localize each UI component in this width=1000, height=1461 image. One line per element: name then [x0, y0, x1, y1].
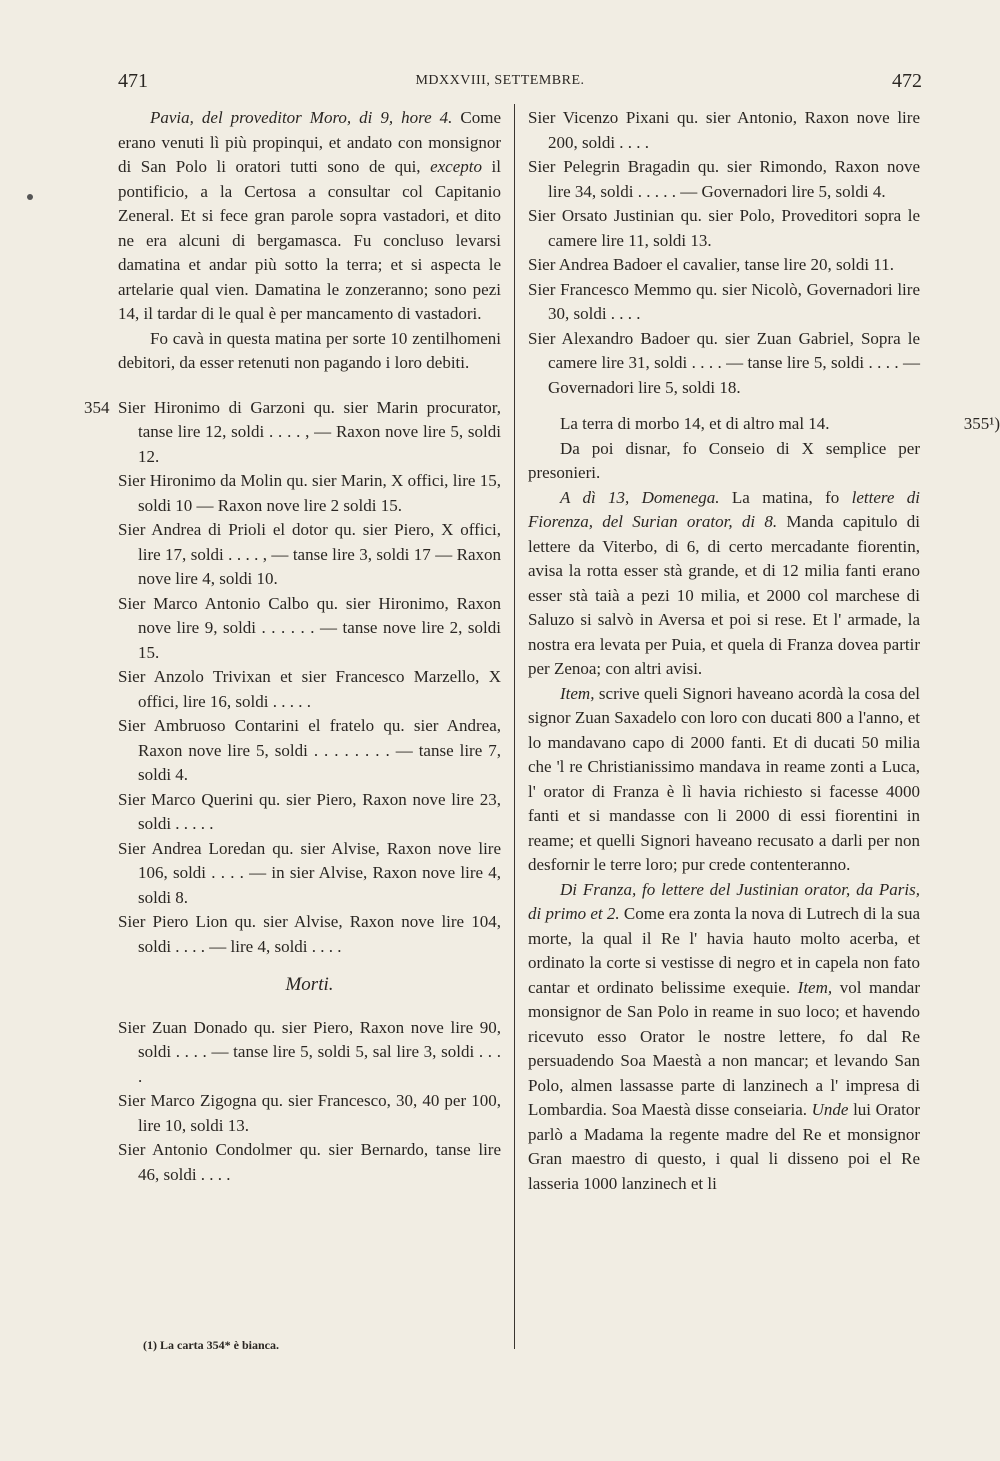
entry: Sier Andrea di Prioli el dotor qu. sier Piero, X offici, lire 17, soldi . . . . , — tanse lire 3, soldi 17 — Raxon nove lire 4, soldi 10. — [118, 520, 501, 588]
entry: Sier Andrea Loredan qu. sier Alvise, Raxon nove lire 106, soldi . . . . — in sier Alvise, Raxon nove lire 4, soldi 8. — [118, 838, 501, 907]
entry: Sier Marco Antonio Calbo qu. sier Hironimo, Raxon nove lire 9, soldi . . . . . . — tanse nove lire 2, soldi 15. — [118, 593, 501, 662]
italic-word: Unde — [811, 1100, 849, 1119]
italic-lead: A dì 13, Domenega. — [560, 487, 720, 507]
italic-phrase: lettere di Fiorenza, del Surian orator, di 8. — [528, 487, 920, 531]
column-divider — [514, 104, 515, 1349]
entry: Sier Anzolo Trivixan et sier Francesco Marzello, X offici, lire 16, soldi . . . . . — [118, 667, 501, 711]
italic-word: excepto — [430, 157, 482, 176]
text: lui Orator parlò a Madama la regente madre del Re et monsignor Gran maestro di questo, i qual li disseno poi el Re lasseria 1000 lanzinech et li — [528, 1100, 920, 1193]
italic-lead: Di Franza, fo lettere del Justinian orator, da Paris, di primo et 2. — [528, 879, 920, 923]
entry: Sier Hironimo da Molin qu. sier Marin, X offici, lire 15, soldi 10 — Raxon nove lire 2 soldi 15. — [118, 471, 501, 515]
left-page-number: 471 — [118, 70, 148, 92]
text: scrive queli Signori haveano acordà la cosa del signor Zuan Saxadelo con loro con ducati 800 a l'anno, et lo mandavano capo di 2000 fanti. Et di ducati 50 milia che 'l re Christianissimo mandava in reame zonti a Luca, l' orator di Franza è lì havia richiesto si facesse 4000 fanti et si mandasse con li 2000 di essi fiorentini in reame; et quelli Signori haveano recusato a darli per non desfornir le terre loro; pur crede contenteranno. — [528, 683, 920, 874]
text: vol mandar monsignor de San Polo in reame in suo loco; et havendo ricevuto esso Orator le nostre lettere, fo dal Re persuadendo Soa Maestà a non mancar; et levando San Polo, almen lassasse parte di lanzinech a l' impresa di Lombardia. Soa Maestà disse conseiaria. — [528, 977, 920, 1119]
entry: Sier Zuan Donado qu. sier Piero, Raxon nove lire 90, soldi . . . . — tanse lire 5, soldi 5, sal lire 3, soldi . . . . — [118, 1017, 501, 1086]
spacer — [118, 376, 501, 396]
paragraph: La terra di morbo 14, et di altro mal 14. — [560, 414, 830, 433]
entry: Sier Ambruoso Contarini el fratelo qu. sier Andrea, Raxon nove lire 5, soldi . . . . . . . . — tanse lire 7, soldi 4. — [118, 716, 501, 784]
right-page-number: 472 — [892, 70, 922, 92]
italic-lead: Pavia, del proveditor Moro, di 9, hore 4. — [150, 108, 453, 127]
entry: Sier Piero Lion qu. sier Alvise, Raxon nove lire 104, soldi . . . . — lire 4, soldi . . . . — [118, 912, 501, 956]
paragraph: Da poi disnar, fo Conseio di X semplice per presonieri. — [528, 438, 920, 482]
entry: Sier Alexandro Badoer qu. sier Zuan Gabriel, Sopra le camere lire 31, soldi . . . . — tanse lire 5, soldi . . . . — Governadori lire 5, soldi 18. — [528, 328, 920, 397]
text: Manda capitulo di lettere da Viterbo, di 6, di certo mercadante fiorentin, avisa la rotta esser stà grande, et di 12 milia fanti erano esser stà taià a pezi 10 milia, et 2000 col marchese di Saluzo si salvò in Aversa et poi si rese. Et l' armade, la nostra era levata per Puia, et quela di Franza dovea partir per Zenoa; con altri avisi. — [528, 512, 920, 678]
footnote: (1) La carta 354* è bianca. — [143, 1338, 279, 1352]
margin-number: 355¹) — [963, 414, 1000, 433]
entry: Sier Orsato Justinian qu. sier Polo, Proveditori sopra le camere lire 11, soldi 13. — [528, 206, 920, 250]
entry: Sier Marco Querini qu. sier Piero, Raxon nove lire 23, soldi . . . . . — [118, 789, 501, 833]
entry: Sier Vicenzo Pixani qu. sier Antonio, Raxon nove lire 200, soldi . . . . — [528, 108, 920, 152]
text: La matina, fo — [719, 487, 852, 507]
entry: Sier Francesco Memmo qu. sier Nicolò, Governadori lire 30, soldi . . . . — [528, 279, 920, 323]
running-header — [0, 70, 1000, 96]
paragraph — [528, 486, 920, 682]
paragraph: Fo cavà in questa matina per sorte 10 zentilhomeni debitori, da esser retenuti non pagando i loro debiti. — [118, 328, 501, 372]
running-title: MDXXVIII, SETTEMBRE. — [415, 73, 585, 88]
text: Come era zonta la nova di Lutrech di la sua morte, la qual il Re l' havia hauto molto acerba, et ordinato la corte si vestisse di negro et in capela non fato cantar et ordinato belissime exequie. — [528, 904, 920, 997]
paragraph — [528, 878, 920, 1197]
text: Come erano venuti lì più propinqui, et andato con monsignor di San Polo li oratori tutti sono de qui, — [118, 108, 501, 176]
entry: Sier Antonio Condolmer qu. sier Bernardo, tanse lire 46, soldi . . . . — [118, 1140, 501, 1184]
spacer — [528, 400, 920, 412]
margin-number: 354 — [84, 397, 110, 417]
entry: Sier Marco Zigogna qu. sier Francesco, 30, 40 per 100, lire 10, soldi 13. — [118, 1091, 501, 1135]
paragraph — [528, 682, 920, 878]
italic-word: Item, — [797, 977, 833, 997]
right-column — [528, 106, 1000, 1196]
section-heading: Morti. — [285, 974, 334, 995]
entry: Sier Pelegrin Bragadin qu. sier Rimondo, Raxon nove lire 34, soldi . . . . . — Governadori lire 5, soldi 4. — [528, 157, 920, 201]
paragraph-group — [528, 412, 1000, 437]
text: il pontificio, a la Certosa a consultar col Capitanio Zeneral. Et si fece gran parole sopra vastadori, et dito ne era alcuni di bergamasca. Fu concluso levarsi damatina et andar più sotto la terra; et si aspecta le artelarie qual vien. Damatina le zonzeranno; sono pezi 14, il tardar di le qual è per mancamento di vastadori. — [118, 157, 501, 323]
paragraph — [118, 106, 501, 327]
entry: Sier Hironimo di Garzoni qu. sier Marin procurator, tanse lire 12, soldi . . . . , — Raxon nove lire 5, soldi 12. — [118, 397, 501, 466]
left-column — [84, 106, 501, 1187]
ink-spot — [27, 194, 33, 200]
entry-group — [84, 396, 501, 470]
entry: Sier Andrea Badoer el cavalier, tanse lire 20, soldi 11. — [528, 255, 894, 274]
italic-lead: Item, — [560, 683, 595, 703]
